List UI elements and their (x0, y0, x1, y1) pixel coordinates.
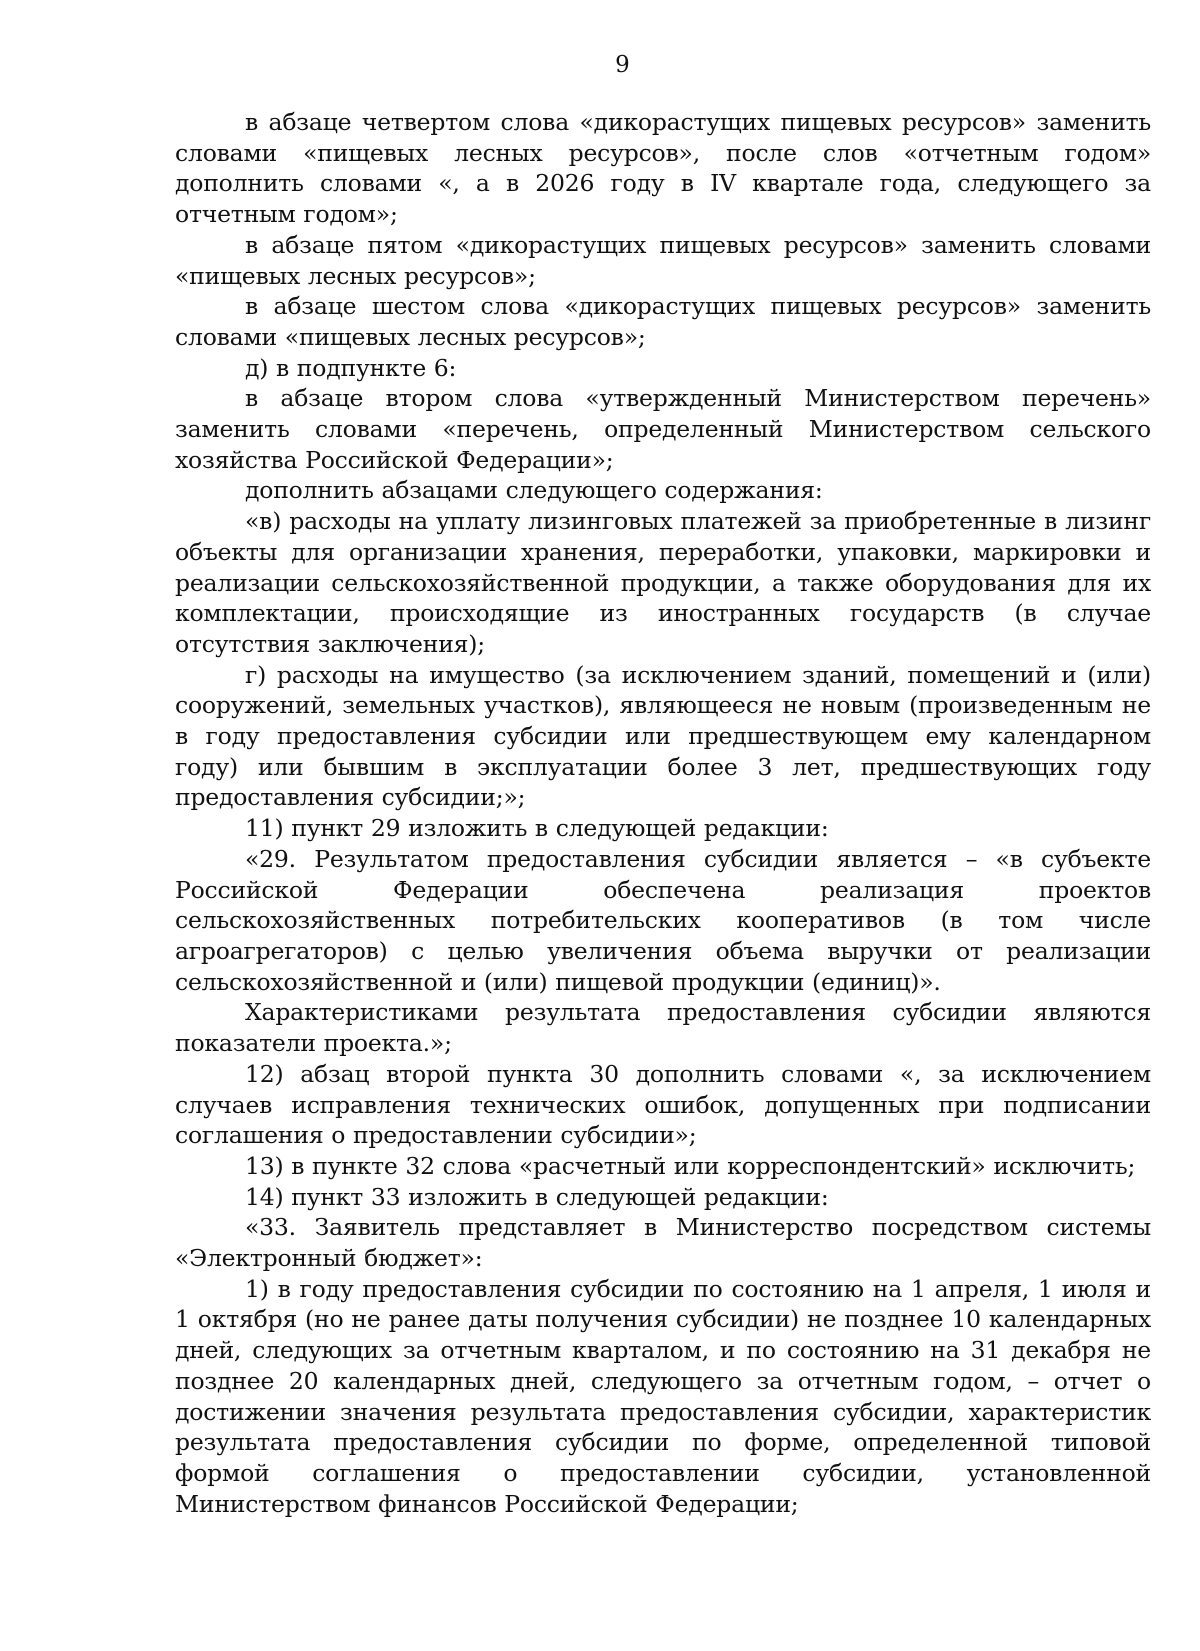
paragraph: в абзаце втором слова «утвержденный Министерством перечень» заменить словами «перечень, определенный Министерством сельского хозяйства Российской Федерации»; (175, 384, 1151, 474)
paragraph: в абзаце пятом «дикорастущих пищевых ресурсов» заменить словами «пищевых лесных ресурсов»; (175, 230, 1151, 290)
paragraph: «в) расходы на уплату лизинговых платежей за приобретенные в лизинг объекты для организации хранения, переработки, упаковки, маркировки и реализации сельскохозяйственной продукции, а также оборудования для их комплектации, происходящие из иностранных государств (в случае отсутствия заключения); (175, 507, 1151, 658)
paragraph: «29. Результатом предоставления субсидии является – «в субъекте Российской Федерации обеспечена реализация проектов сельскохозяйственных потребительских кооперативов (в том числе агроагрегаторов) с целью увеличения объема выручки от реализации сельскохозяйственной и (или) пищевой продукции (единиц)». (175, 844, 1151, 996)
paragraph: в абзаце четвертом слова «дикорастущих пищевых ресурсов» заменить словами «пищевых лесных ресурсов», после слов «отчетным годом» дополнить словами «, а в 2026 году в IV квартале года, следующего за отчетным годом»; (175, 108, 1151, 229)
paragraph: Характеристиками результата предоставления субсидии являются показатели проекта.»; (175, 998, 1151, 1058)
paragraph: в абзаце шестом слова «дикорастущих пищевых ресурсов» заменить словами «пищевых лесных ресурсов»; (175, 292, 1151, 351)
paragraph: дополнить абзацами следующего содержания: (245, 476, 823, 505)
paragraph: 13) в пункте 32 слова «расчетный или корреспондентский» исключить; (245, 1151, 1136, 1180)
paragraph: 1) в году предоставления субсидии по состоянию на 1 апреля, 1 июля и 1 октября (но не ранее даты получения субсидии) не позднее 10 календарных дней, следующих за отчетным кварталом, и по состоянию на 31 декабря не позднее 20 календарных дней, следующего за отчетным годом, – отчет о достижении значения результата предоставления субсидии, характеристик результата предоставления субсидии по форме, определенной типовой формой соглашения о предоставлении субсидии, установленной Министерством финансов Российской Федерации; (175, 1274, 1151, 1518)
paragraph: д) в подпункте 6: (245, 353, 457, 382)
paragraph: 14) пункт 33 изложить в следующей редакции: (245, 1182, 829, 1211)
paragraph: 12) абзац второй пункта 30 дополнить словами «, за исключением случаев исправления технических ошибок, допущенных при подписании соглашения о предоставлении субсидии»; (175, 1059, 1151, 1150)
page-number: 9 (615, 52, 630, 78)
document-body (175, 107, 1151, 1519)
paragraph: «33. Заявитель представляет в Министерство посредством системы «Электронный бюджет»: (175, 1213, 1151, 1273)
paragraph: 11) пункт 29 изложить в следующей редакции: (245, 814, 829, 843)
paragraph: г) расходы на имущество (за исключением зданий, помещений и (или) сооружений, земельных участков), являющееся не новым (произведенным не в году предоставления субсидии или предшествующем ему календарном году) или бывшим в эксплуатации более 3 лет, предшествующих году предоставления субсидии;»; (175, 660, 1151, 812)
